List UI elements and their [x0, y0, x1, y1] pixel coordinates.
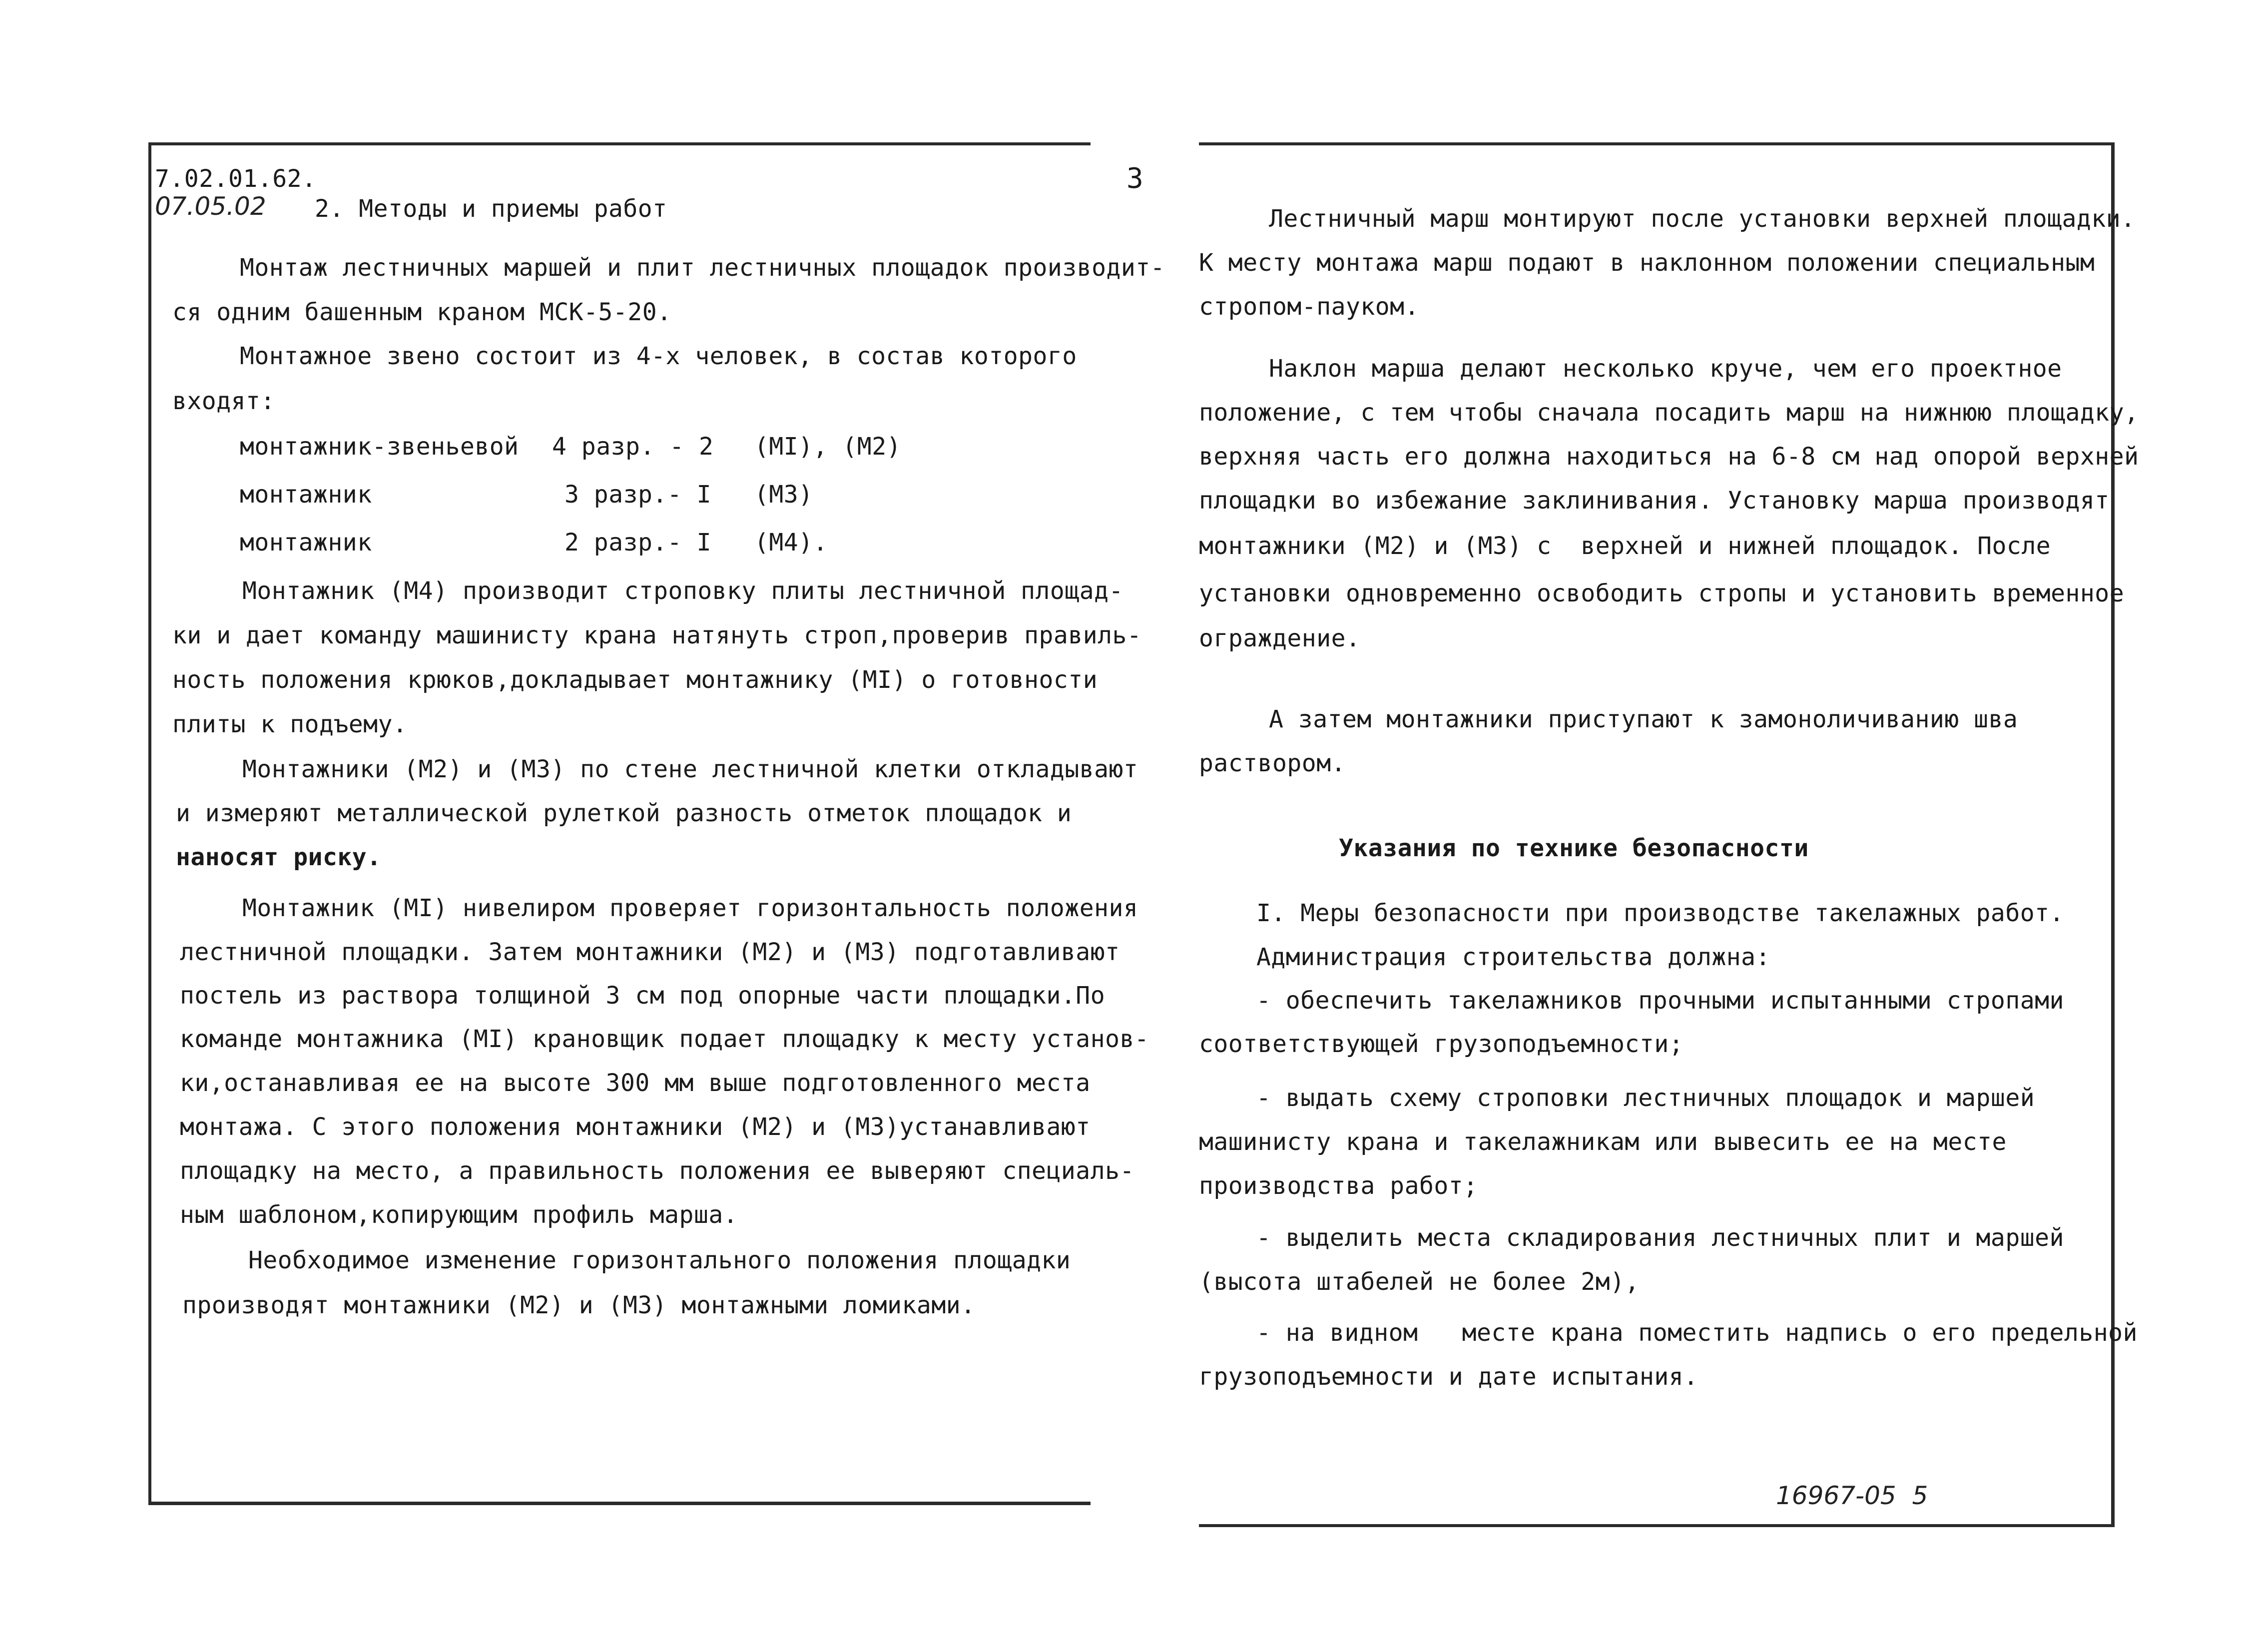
left-paragraph-5-line-4: команде монтажника (МI) крановщик подает площадку к месту установ- [180, 1025, 1149, 1053]
left-paragraph-4-line-2: и измеряют металлической рулеткой разность отметок площадок и [176, 799, 1072, 827]
right-paragraph-2-line-1: Наклон марша делают несколько круче, чем его проектное [1269, 355, 2062, 383]
right-paragraph-2-line-7: ограждение. [1199, 624, 1361, 652]
left-paragraph-1-line-2: ся одним башенным краном МСК-5-20. [172, 298, 672, 326]
safety-item-2-line-2: машинисту крана и такелажникам или вывесить ее на месте [1199, 1128, 2007, 1156]
crew-role: монтажник [240, 529, 372, 556]
safety-section-1: I. Меры безопасности при производстве такелажных работ. [1256, 899, 2064, 927]
right-paragraph-1-line-2: К месту монтажа марш подают в наклонном положении специальным [1199, 249, 2095, 277]
right-paragraph-1-line-3: стропом-пауком. [1199, 293, 1419, 321]
safety-heading: Указания по технике безопасности [1339, 834, 1809, 862]
crew-codes: (М3) [754, 481, 813, 509]
page-number: 3 [1126, 162, 1144, 195]
safety-item-4-line-1: - на видном месте крана поместить надпись о его предельной [1256, 1319, 2138, 1347]
document-code: 7.02.01.62. [155, 165, 317, 193]
safety-item-4-line-2: грузоподъемности и дате испытания. [1199, 1363, 1698, 1391]
right-paragraph-3-line-1: А затем монтажники приступают к замоноличиванию шва [1269, 705, 2018, 733]
crew-grade: 2 разр.- I [564, 529, 711, 556]
safety-item-2-line-1: - выдать схему строповки лестничных площадок и маршей [1256, 1084, 2035, 1112]
left-paragraph-3-line-1: Монтажник (М4) производит строповку плиты лестничной площад- [242, 577, 1123, 605]
safety-administration-line: Администрация строительства должна: [1256, 943, 1770, 971]
crew-codes: (МI), (М2) [754, 433, 901, 461]
left-paragraph-3-line-2: ки и дает команду машинисту крана натянуть строп,проверив правиль- [172, 621, 1142, 649]
safety-item-1-line-2: соответствующей грузоподъемности; [1199, 1030, 1684, 1058]
left-paragraph-5-line-3: постель из раствора толщиной 3 см под опорные части площадки.По [180, 982, 1106, 1010]
crew-role: монтажник [240, 481, 372, 509]
safety-item-3-line-2: (высота штабелей не более 2м), [1199, 1268, 1640, 1296]
handwritten-code: 07.05.02 [155, 192, 266, 221]
crew-codes: (М4). [754, 529, 828, 556]
crew-grade: 4 разр. - 2 [552, 433, 714, 461]
section-title: 2. Методы и приемы работ [315, 195, 667, 223]
right-paragraph-3-line-2: раствором. [1199, 749, 1346, 777]
left-paragraph-5-line-1: Монтажник (МI) нивелиром проверяет горизонтальность положения [242, 894, 1138, 922]
left-paragraph-6-line-1: Необходимое изменение горизонтального положения площадки [248, 1246, 1071, 1274]
crew-role: монтажник-звеньевой [240, 433, 519, 461]
left-paragraph-5-line-5: ки,останавливая ее на высоте 300 мм выше подготовленного места [180, 1069, 1091, 1097]
left-paragraph-2-line-2: входят: [172, 387, 275, 415]
crew-grade: 3 разр.- I [564, 481, 711, 509]
left-paragraph-2-line-1: Монтажное звено состоит из 4-х человек, в состав которого [240, 342, 1077, 370]
left-paragraph-3-line-4: плиты к подъему. [172, 710, 408, 738]
left-paragraph-4-line-3: наносят риску. [176, 843, 382, 871]
left-paragraph-5-line-6: монтажа. С этого положения монтажники (М2) и (М3)устанавливают [180, 1113, 1091, 1141]
safety-item-3-line-1: - выделить места складирования лестничных плит и маршей [1256, 1224, 2064, 1252]
left-paragraph-5-line-7: площадку на место, а правильность положения ее выверяют специаль- [180, 1157, 1134, 1185]
left-paragraph-6-line-2: производят монтажники (М2) и (М3) монтажными ломиками. [182, 1291, 976, 1319]
left-paragraph-1-line-1: Монтаж лестничных маршей и плит лестничных площадок производит- [240, 254, 1165, 282]
right-paragraph-2-line-3: верхняя часть его должна находиться на 6-8 см над опорой верхней [1199, 443, 2139, 471]
left-paragraph-5-line-8: ным шаблоном,копирующим профиль марша. [180, 1201, 738, 1229]
footer-document-code: 16967-05 5 [1776, 1481, 1928, 1510]
right-paragraph-2-line-6: установки одновременно освободить стропы и установить временное [1199, 579, 2125, 607]
left-paragraph-3-line-3: ность положения крюков,докладывает монтажнику (МI) о готовности [172, 666, 1098, 694]
right-paragraph-2-line-2: положение, с тем чтобы сначала посадить марш на нижнюю площадку, [1199, 399, 2139, 427]
left-paragraph-5-line-2: лестничной площадки. Затем монтажники (М2) и (М3) подготавливают [180, 938, 1120, 966]
right-paragraph-2-line-4: площадки во избежание заклинивания. Установку марша производят [1199, 487, 2110, 515]
left-paragraph-4-line-1: Монтажники (М2) и (М3) по стене лестничной клетки откладывают [242, 755, 1138, 783]
right-paragraph-1-line-1: Лестничный марш монтируют после установки верхней площадки. [1269, 205, 2136, 233]
safety-item-1-line-1: - обеспечить такелажников прочными испытанными стропами [1256, 987, 2064, 1015]
safety-item-2-line-3: производства работ; [1199, 1172, 1478, 1200]
right-paragraph-2-line-5: монтажники (М2) и (М3) с верхней и нижней площадок. После [1199, 532, 2051, 560]
